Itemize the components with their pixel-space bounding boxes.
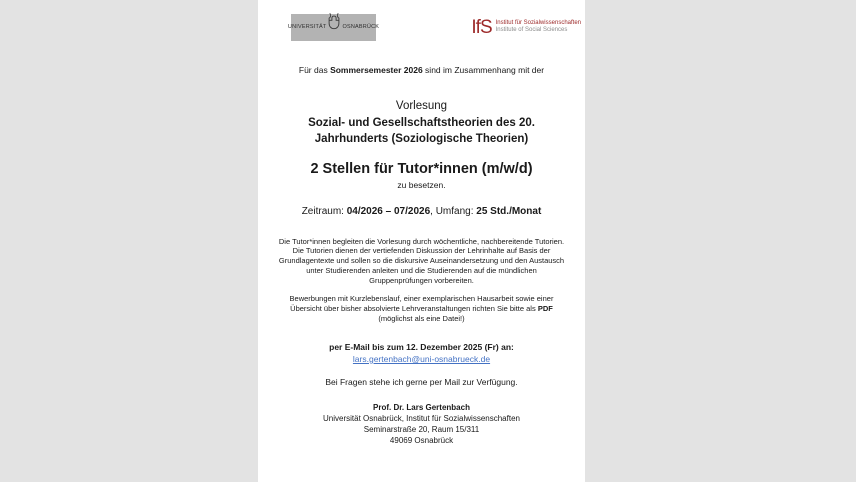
description-paragraph: Die Tutor*innen begleiten die Vorlesung durch wöchentliche, nachbereitende Tutorien. Die Tutorien dienen der vertiefenden Diskussion der Lehrinhalte auf Basis der Grundlagentexte und sollen so die diskursive Auseinandersetzung und den Austausch unter Studierenden anleiten und die Studierenden auf die mündlichen Gruppenprüfungen vorbereiten.	[278, 236, 565, 285]
course-block	[258, 98, 585, 148]
application-paragraph	[279, 294, 565, 323]
contact-city: 49069 Osnabrück	[389, 435, 454, 445]
single-file-note: (möglichst als eine Datei!)	[378, 314, 465, 324]
ifs-name-german: Institut für Sozialwissenschaften	[495, 19, 581, 26]
timeframe-value: 04/2026 – 07/2026	[346, 205, 431, 217]
questions-line: Bei Fragen stehe ich gerne per Mail zur Verfügung.	[325, 376, 518, 387]
university-osnabrueck-logo	[287, 14, 380, 41]
timeframe-label: Zeitraum:	[301, 205, 347, 217]
pdf-keyword: PDF	[537, 304, 553, 314]
course-title-line1: Sozial- und Gesellschaftstheorien des 20.	[308, 116, 535, 129]
intro-post: sind im Zusammenhang mit der	[422, 65, 545, 75]
ifs-name-english: Institute of Social Sciences	[495, 27, 568, 33]
scope-value: 25 Std./Monat	[476, 205, 542, 217]
ifs-institute-names	[496, 20, 581, 35]
email-link-wrap	[258, 354, 585, 364]
contact-street: Seminarstraße 20, Raum 15/311	[363, 424, 480, 434]
document-page	[258, 0, 585, 482]
contact-name: Prof. Dr. Lars Gertenbach	[373, 402, 470, 412]
email-link[interactable]: lars.gertenbach@uni-osnabrueck.de	[352, 353, 491, 364]
course-title-line2: Jahrhunderts (Soziologische Theorien)	[314, 133, 529, 145]
logo-row	[258, 0, 585, 42]
application-paragraph-text: Bewerbungen mit Kurzlebenslauf, einer exemplarischen Hausarbeit sowie einer Übersicht über bisher absolvierte Lehrveranstaltungen richten Sie bitte als	[289, 294, 554, 314]
university-castle-emblem-icon	[327, 11, 341, 36]
university-logo-word-right: OSNABRÜCK	[342, 24, 380, 30]
timeframe-line	[258, 206, 585, 217]
contact-institute: Universität Osnabrück, Institut für Sozialwissenschaften	[323, 413, 520, 423]
intro-pre: Für das	[298, 65, 331, 75]
position-subline: zu besetzen.	[397, 179, 446, 190]
position-headline: 2 Stellen für Tutor*innen (m/w/d)	[310, 160, 533, 177]
scope-label: , Umfang:	[430, 205, 477, 217]
contact-block	[258, 402, 585, 446]
ifs-logo	[471, 18, 581, 37]
email-deadline-line: per E-Mail bis zum 12. Dezember 2025 (Fr) an:	[329, 341, 514, 352]
intro-semester: Sommersemester 2026	[330, 65, 423, 75]
course-type-label: Vorlesung	[395, 100, 448, 112]
intro-line	[258, 65, 585, 75]
university-logo-word-left: UNIVERSITÄT	[287, 24, 327, 30]
ifs-abbreviation: IfS	[471, 16, 492, 38]
